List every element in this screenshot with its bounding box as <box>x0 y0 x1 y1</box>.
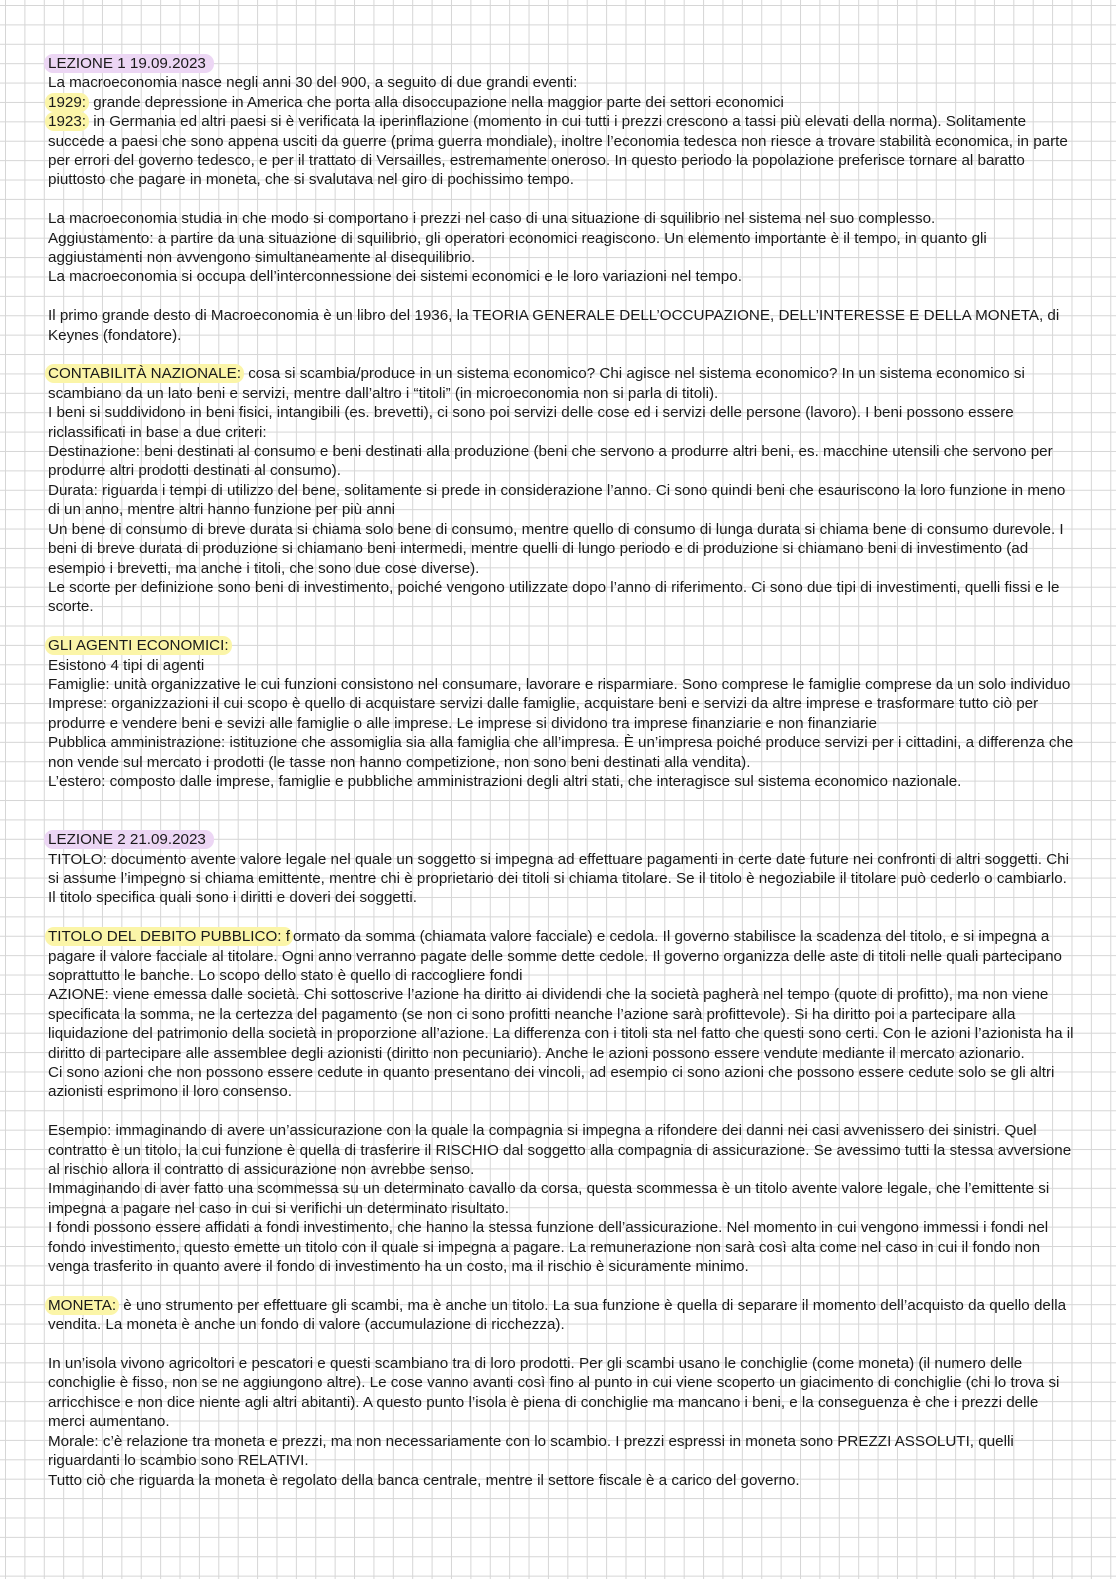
paragraph-public-administration: Pubblica amministrazione: istituzione che assomiglia sia alla famiglia che all’impresa. È un’impresa poiché produce servizi per i cittadini, a differenza che non vende sul mercato i prodotti (le tasse non hanno competizione, non sono beni destinati alla vendita). <box>48 734 1074 771</box>
paragraph-prices: La macroeconomia studia in che modo si comportano i prezzi nel caso di una situazione di squilibrio nel sistema nel suo complesso. <box>48 210 936 228</box>
paragraph-duration: Durata: riguarda i tempi di utilizzo del bene, solitamente si prede in considerazione l’anno. Ci sono quindi beni che esauriscono la loro funzione in meno di un anno, mentre altri hanno funzione per più anni <box>48 481 1066 519</box>
national-accounting-title: CONTABILITÀ NAZIONALE: <box>45 364 244 383</box>
spacer <box>48 1335 1078 1354</box>
paragraph-intro: La macroeconomia nasce negli anni 30 del 900, a seguito di due grandi eventi: <box>48 74 578 92</box>
paragraph-restricted-shares: Ci sono azioni che non possono essere cedute in quanto presentano dei vincoli, ad esempio ci sono azioni che possono essere cedute solo se gli altri azionisti esprimono il loro consenso. <box>48 1064 1055 1101</box>
text-1929: grande depressione in America che porta alla disoccupazione nella maggior parte dei settori economici <box>89 93 784 111</box>
paragraph-national-accounting <box>48 364 1078 403</box>
paragraph-public-debt <box>48 927 1078 985</box>
paragraph-title-definition: TITOLO: documento avente valore legale nel quale un soggetto si impegna ad effettuare pagamenti in certe date future nei confronti di altri soggetti. Chi si assume l’impegno si chiama emittente, mentre chi è proprietario dei titoli si chiama titolare. Se il titolo è negoziabile il titolare può cederlo o cambiarlo. Il titolo specifica quali sono i diritti e doveri dei soggetti. <box>48 850 1070 907</box>
paragraph-island: In un’isola vivono agricoltori e pescatori e questi scambiano tra di loro prodotti. Per gli scambi usano le conchiglie (come moneta) (il numero delle conchiglie è fisso, non se ne aggiungono altre). Le cose vanno avanti così fino al punto in cui viene scoperto un giacimento di conchiglie (chi lo trova si arricchisce e non dice niente agli altri abitanti). A questo punto l’isola è piena di conchiglie ma mancano i beni, e la conseguenza è che i prezzi delle merci aumentano. <box>48 1355 1060 1431</box>
national-accounting-text: cosa si scambia/produce in un sistema economico? Chi agisce nel sistema economico? In un sistema economico si scambiano da un lato beni e servizi, mentre dall’altro i “titoli” (in microeconomia non si parla di titoli). <box>48 365 1025 402</box>
paragraph-abroad: L’estero: composto dalle imprese, famiglie e pubbliche amministrazioni degli altri stati, che interagisce sul sistema economico nazionale. <box>48 772 962 790</box>
year-1923-highlight: 1923: <box>45 112 89 131</box>
paragraph-families: Famiglie: unità organizzative le cui funzioni consistono nel consumare, lavorare e risparmiare. Sono comprese le famiglie comprese da un solo individuo <box>48 675 1071 693</box>
paragraph-keynes: Il primo grande desto di Macroeconomia è un libro del 1936, la TEORIA GENERALE DELL’OCCUPAZIONE, DELL’INTERESSE E DELLA MONETA, di Keynes (fondatore). <box>48 307 1060 344</box>
paragraph-insurance: Esempio: immaginando di avere un’assicurazione con la quale la compagnia si impegna a rifondere dei danni nei casi avvenissero dei sinistri. Quel contratto è un titolo, la cui funzione è quella di trasferire il RISCHIO dal soggetto alla compagnia di assicurazione. Se avessimo tutti la stessa avversione al rischio allora il contratto di assicurazione non avrebbe senso. <box>48 1122 1072 1179</box>
spacer <box>48 1276 1078 1295</box>
public-debt-text: ormato da somma (chiamata valore facciale) e cedola. Il governo stabilisce la scadenza del titolo, e si impegna a pagare il valore facciale al titolare. Ogni anno verranno pagate delle somme dette cedole. Il governo organizza delle aste di titoli nelle quali partecipano soprattutto le banche. Lo scopo dello stato è quello di raccogliere fondi <box>48 928 1062 984</box>
notes-page <box>48 54 1078 1490</box>
paragraph-central-bank: Tutto ciò che riguarda la moneta è regolato della banca centrale, mentre il settore fiscale è a carico del governo. <box>48 1471 800 1489</box>
spacer <box>48 1102 1078 1121</box>
paragraph-1923 <box>48 112 1078 190</box>
paragraph-firms: Imprese: organizzazioni il cui scopo è quello di acquistare servizi dalle famiglie, acquistare beni e servizi da altre imprese e trasformare tutto ciò per produrre e vendere beni e sevizi alle famiglie o alle imprese. Le imprese si dividono tra imprese finanziarie e non finanziarie <box>48 695 1039 732</box>
lesson-2-heading <box>48 830 1078 849</box>
paragraph-investment-funds: I fondi possono essere affidati a fondi investimento, che hanno la stessa funzione dell’assicurazione. Nel momento in cui vengono immessi i fondi nel fondo investimento, questo emette un titolo con il quale si impegna a pagare. La remunerazione non sarà così alta come nel caso in cui il fondo non venga trasferito in quanto avere il fondo di investimento ha un costo, ma il rischio è sicuramente minimo. <box>48 1219 1049 1276</box>
paragraph-interconnection: La macroeconomia si occupa dell’interconnessione dei sistemi economici e le loro variazioni nel tempo. <box>48 268 742 286</box>
paragraph-agents-title <box>48 636 1078 655</box>
paragraph-stocks: Le scorte per definizione sono beni di investimento, poiché vengono utilizzate dopo l’anno di riferimento. Ci sono due tipi di investimenti, quelli fissi e le scorte. <box>48 578 1060 616</box>
paragraph-goods: I beni si suddividono in beni fisici, intangibili (es. brevetti), ci sono poi servizi delle cose ed i servizi delle persone (lavoro). I beni possono essere riclassificati in base a due criteri: <box>48 404 1014 441</box>
paragraph-adjustment: Aggiustamento: a partire da una situazione di squilibrio, gli operatori economici reagiscono. Un elemento importante è il tempo, in quanto gli aggiustamenti non avvengono simultaneamente al disequilibrio. <box>48 229 987 267</box>
paragraph-agents-intro: Esistono 4 tipi di agenti <box>48 656 205 674</box>
lesson-1-heading <box>48 54 1078 73</box>
public-debt-title: TITOLO DEL DEBITO PUBBLICO: f <box>45 927 293 946</box>
spacer <box>48 345 1078 364</box>
lesson-1-heading-text: LEZIONE 1 19.09.2023 <box>44 54 214 73</box>
spacer <box>48 791 1078 830</box>
paragraph-1929 <box>48 93 1078 112</box>
paragraph-bet: Immaginando di aver fatto una scommessa su un determinato cavallo da corsa, questa scommessa è un titolo avente valore legale, che l’emittente si impegna a pagare nel caso in cui si verifichi un determinato risultato. <box>48 1180 1050 1217</box>
year-1929-highlight: 1929: <box>45 93 89 112</box>
spacer <box>48 617 1078 636</box>
money-text: è uno strumento per effettuare gli scambi, ma è anche un titolo. La sua funzione è quella di separare il momento dell’acquisto da quello della vendita. La moneta è anche un fondo di valore (accumulazione di ricchezza). <box>48 1296 1067 1334</box>
spacer <box>48 190 1078 209</box>
text-1923: in Germania ed altri paesi si è verificata la iperinflazione (momento in cui tutti i prezzi crescono a tassi più elevati della norma). Solitamente succede a paesi che sono appena usciti da guerre (prima guerra mondiale), inoltre l’economia tedesca non riesce a trovare stabilità economica, in parte per errori del governo tedesco, e per il trattato di Versailles, estremamente oneroso. In questo periodo la popolazione preferisce tornare al baratto piuttosto che pagare in moneta, che si svalutava nel giro di pochissimo tempo. <box>48 113 1068 189</box>
paragraph-consumer-goods: Un bene di consumo di breve durata si chiama solo bene di consumo, mentre quello di consumo di lunga durata si chiama bene di consumo durevole. I beni di breve durata di produzione si chiamano beni intermedi, mentre quelli di lungo periodo e di produzione si chiamano beni di investimento (ad esempio i brevetti, ma anche i titoli, che sono due cose diverse). <box>48 520 1064 577</box>
paragraph-money <box>48 1296 1078 1335</box>
lesson-2-heading-text: LEZIONE 2 21.09.2023 <box>44 830 214 849</box>
spacer <box>48 287 1078 306</box>
money-title: MONETA: <box>45 1296 119 1315</box>
paragraph-destination: Destinazione: beni destinati al consumo e beni destinati alla produzione (beni che servono a produrre altri beni, es. macchine utensili che servono per produrre altri prodotti destinati al consumo). <box>48 443 1053 480</box>
paragraph-moral: Morale: c’è relazione tra moneta e prezzi, ma non necessariamente con lo scambio. I prezzi espressi in moneta sono PREZZI ASSOLUTI, quelli riguardanti lo scambio sono RELATIVI. <box>48 1432 1014 1470</box>
economic-agents-title: GLI AGENTI ECONOMICI: <box>45 636 232 655</box>
paragraph-share: AZIONE: viene emessa dalle società. Chi sottoscrive l’azione ha diritto ai dividendi che la società pagherà nel tempo (quote di profitto), ma non viene specificata la somma, ne la certezza del pagamento (se non ci sono profitti neanche l’azione sarà profittevole). Si ha diritto poi a partecipare alla liquidazione del patrimonio della società in proporzione all’azione. La differenza con i titoli sta nel fatto che questi sono certi. Con le azioni l’azionista ha il diritto di partecipare alle assemblee degli azionisti (diritto non pecuniario). Anche le azioni possono essere vendute mediante il mercato azionario. <box>48 986 1074 1062</box>
spacer <box>48 908 1078 927</box>
